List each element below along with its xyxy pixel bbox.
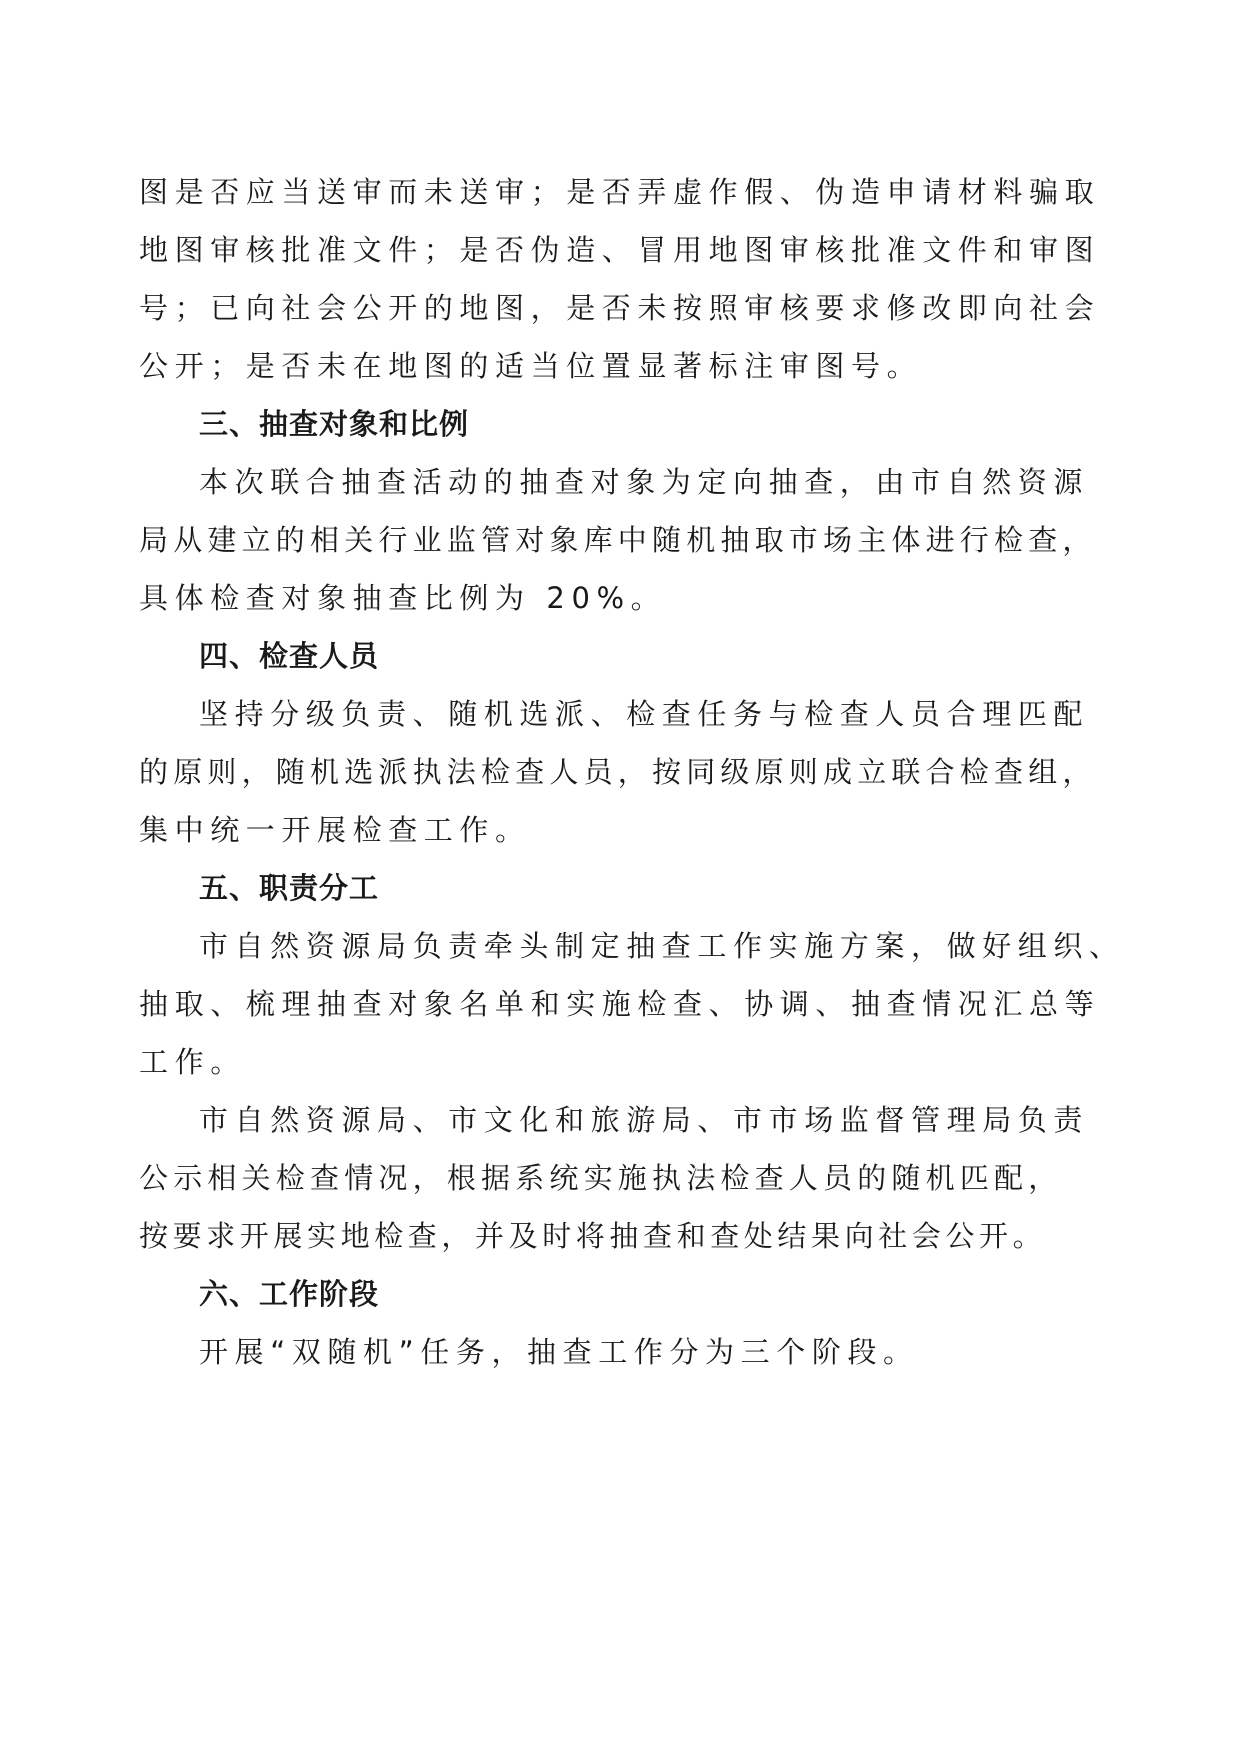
- paragraph-line: 抽取、梳理抽查对象名单和实施检查、协调、抽查情况汇总等: [139, 987, 1101, 1021]
- paragraph-line: 公开；是否未在地图的适当位置显著标注审图号。: [139, 349, 923, 383]
- paragraph-line: 集中统一开展检查工作。: [139, 813, 531, 847]
- paragraph-line: 局从建立的相关行业监管对象库中随机抽取市场主体进行检查，: [139, 523, 1097, 557]
- paragraph-line: 地图审核批准文件；是否伪造、冒用地图审核批准文件和审图: [139, 233, 1101, 267]
- paragraph-line: 工作。: [139, 1045, 246, 1079]
- paragraph-line: 图是否应当送审而未送审；是否弄虚作假、伪造申请材料骗取: [139, 175, 1101, 209]
- paragraph-line: 开展“双随机”任务，抽查工作分为三个阶段。: [199, 1335, 919, 1369]
- paragraph-line: 公示相关检查情况，根据系统实施执法检查人员的随机匹配，: [139, 1161, 1063, 1195]
- paragraph-line: 坚持分级负责、随机选派、检查任务与检查人员合理匹配: [199, 697, 1090, 731]
- section-heading: 四、检查人员: [199, 639, 380, 673]
- paragraph-line: 号；已向社会公开的地图，是否未按照审核要求修改即向社会: [139, 291, 1101, 325]
- section-heading: 三、抽查对象和比例: [199, 407, 470, 441]
- paragraph-line: 的原则，随机选派执法检查人员，按同级原则成立联合检查组，: [139, 755, 1097, 789]
- paragraph-line: 按要求开展实地检查，并及时将抽查和查处结果向社会公开。: [139, 1219, 1047, 1253]
- paragraph-line: 市自然资源局、市文化和旅游局、市市场监督管理局负责: [199, 1103, 1090, 1137]
- paragraph-line: 市自然资源局负责牵头制定抽查工作实施方案，做好组织、: [199, 929, 1125, 963]
- paragraph-line: 具体检查对象抽查比例为 20%。: [139, 581, 667, 615]
- section-heading: 六、工作阶段: [199, 1277, 380, 1311]
- paragraph-line: 本次联合抽查活动的抽查对象为定向抽查，由市自然资源: [199, 465, 1090, 499]
- section-heading: 五、职责分工: [199, 871, 380, 905]
